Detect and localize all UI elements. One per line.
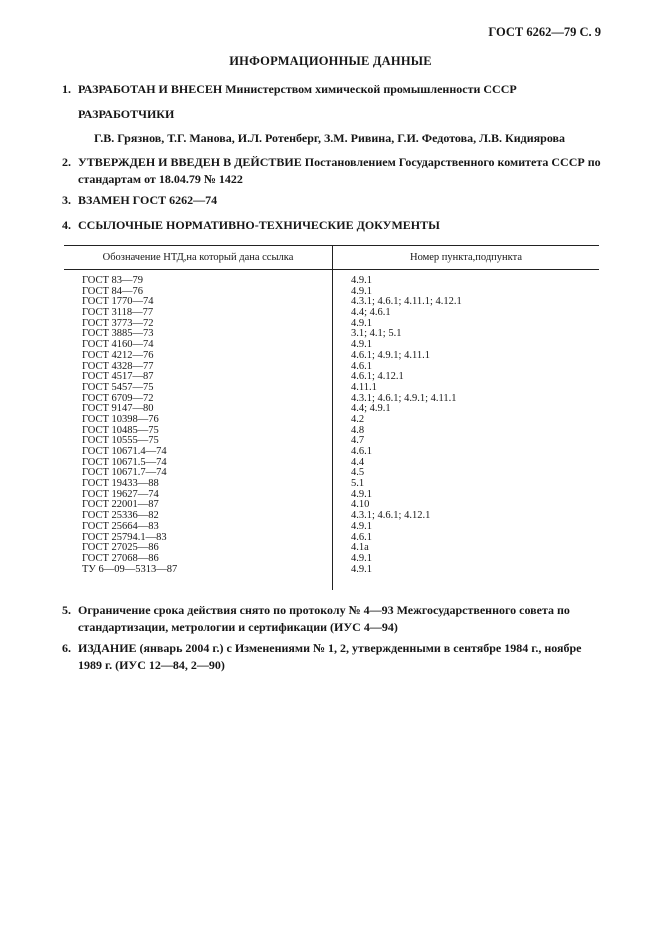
authors-list: Г.В. Грязнов, Т.Г. Манова, И.Л. Ротенберг, З.М. Ривина, Г.И. Федотова, Л.В. Кидиярова — [94, 131, 565, 145]
references-table — [64, 245, 599, 590]
clause-cell: 4.10 — [351, 499, 370, 511]
section-2 — [62, 154, 607, 188]
section-text: ССЫЛОЧНЫЕ НОРМАТИВНО-ТЕХНИЧЕСКИЕ ДОКУМЕНТЫ — [78, 218, 440, 232]
document-cell: ГОСТ 25794.1—83 — [82, 531, 167, 543]
developers-label: РАЗРАБОТЧИКИ — [78, 107, 175, 121]
section-lead: УТВЕРЖДЕН И ВВЕДЕН В ДЕЙСТВИЕ — [78, 155, 302, 169]
page-title: ИНФОРМАЦИОННЫЕ ДАННЫЕ — [229, 54, 432, 68]
document-cell: ГОСТ 10398—76 — [82, 413, 159, 425]
section-lead: РАЗРАБОТАН И ВНЕСЕН — [78, 82, 223, 96]
clause-cell: 4.9.1 — [351, 339, 372, 351]
clause-cell: 4.7 — [351, 435, 365, 447]
document-cell: ГОСТ 10671.4—74 — [82, 446, 167, 457]
column-header-document: Обозначение НТД,на который дана ссылка — [64, 246, 333, 270]
clause-cell: 4.4; 4.9.1 — [351, 403, 391, 415]
clause-cell: 4.8 — [351, 424, 365, 436]
clause-cell: 4.5 — [351, 467, 365, 479]
clause-cell: 4.2 — [351, 413, 365, 425]
clause-cell: 4.9.1 — [351, 488, 372, 500]
column-header-clause: Номер пункта,подпункта — [333, 246, 600, 270]
document-cell: ГОСТ 3118—77 — [82, 307, 154, 319]
document-column — [64, 270, 333, 591]
clause-cell: 4.9.1 — [351, 317, 372, 329]
page-header: ГОСТ 6262—79 С. 9 — [488, 25, 601, 39]
document-cell: ГОСТ 19627—74 — [82, 488, 159, 500]
clause-cell: 4.9.1 — [351, 563, 372, 575]
section-6 — [62, 640, 607, 674]
clause-cell: 4.3.1; 4.6.1; 4.9.1; 4.11.1 — [351, 392, 457, 404]
clause-cell: 3.1; 4.1; 5.1 — [351, 328, 402, 340]
clause-cell: 5.1 — [351, 478, 365, 490]
document-cell: ГОСТ 4160—74 — [82, 339, 154, 351]
document-cell: ГОСТ 10485—75 — [82, 424, 159, 436]
document-cell: ГОСТ 3773—72 — [82, 317, 154, 329]
section-number: 3. — [62, 193, 71, 207]
clause-cell: 4.6.1 — [351, 531, 372, 543]
section-number: 2. — [62, 155, 71, 169]
section-3 — [62, 192, 607, 209]
section-number: 5. — [62, 603, 71, 617]
document-cell: ГОСТ 25664—83 — [82, 520, 159, 532]
section-text: Министерством химической промышленности СССР — [225, 82, 517, 96]
document-cell: ГОСТ 27068—86 — [82, 552, 159, 564]
table-header-row — [64, 246, 599, 270]
document-cell: ГОСТ 10671.7—74 — [82, 467, 167, 479]
document-cell: ГОСТ 27025—86 — [82, 542, 159, 554]
document-cell: ГОСТ 25336—82 — [82, 510, 159, 522]
clause-cell: 4.6.1; 4.12.1 — [351, 371, 404, 383]
section-number: 1. — [62, 82, 71, 96]
section-text: ВЗАМЕН ГОСТ 6262—74 — [78, 193, 218, 207]
section-4 — [62, 217, 607, 234]
section-text: Постановлением Государственного комитета СССР по стандартам от 18.04.79 № 1422 — [78, 155, 601, 186]
document-cell: ГОСТ 4328—77 — [82, 360, 154, 372]
document-cell: ГОСТ 10555—75 — [82, 435, 159, 447]
section-1 — [62, 81, 607, 98]
section-text: Ограничение срока действия снято по протоколу № 4—93 Межгосударственного совета по стандартизации, метрологии и сертификации (ИУС 4—94) — [78, 603, 570, 634]
document-cell: ТУ 6—09—5313—87 — [82, 563, 178, 575]
clause-cell: 4.6.1 — [351, 446, 372, 457]
document-cell: ГОСТ 1770—74 — [82, 296, 154, 308]
document-cell: ГОСТ 10671.5—74 — [82, 456, 167, 468]
clause-cell: 4.9.1 — [351, 275, 372, 286]
clause-cell: 4.1а — [351, 542, 369, 554]
section-5 — [62, 602, 607, 636]
document-cell: ГОСТ 6709—72 — [82, 392, 154, 404]
clause-cell: 4.9.1 — [351, 552, 372, 564]
clause-cell: 4.3.1; 4.6.1; 4.12.1 — [351, 510, 431, 522]
clause-cell: 4.4; 4.6.1 — [351, 307, 391, 319]
document-cell: ГОСТ 9147—80 — [82, 403, 154, 415]
section-text: ИЗДАНИЕ (январь 2004 г.) с Изменениями № 1, 2, утвержденными в сентябре 1984 г., ноябре 1989 г. (ИУС 12—84, 2—90) — [78, 641, 582, 672]
clause-cell: 4.3.1; 4.6.1; 4.11.1; 4.12.1 — [351, 296, 462, 308]
document-cell: ГОСТ 84—76 — [82, 285, 144, 297]
clause-cell: 4.4 — [351, 456, 365, 468]
clause-column — [333, 270, 600, 591]
clause-cell: 4.11.1 — [351, 381, 377, 393]
section-number: 6. — [62, 641, 71, 655]
document-cell: ГОСТ 19433—88 — [82, 478, 159, 490]
document-cell: ГОСТ 5457—75 — [82, 381, 154, 393]
table-body-row — [64, 270, 599, 591]
document-cell: ГОСТ 3885—73 — [82, 328, 154, 340]
clause-cell: 4.6.1 — [351, 360, 372, 372]
clause-cell: 4.9.1 — [351, 520, 372, 532]
clause-cell: 4.6.1; 4.9.1; 4.11.1 — [351, 349, 430, 361]
document-cell: ГОСТ 4212—76 — [82, 349, 154, 361]
document-cell: ГОСТ 4517—87 — [82, 371, 154, 383]
section-number: 4. — [62, 218, 71, 232]
clause-cell: 4.9.1 — [351, 285, 372, 297]
document-cell: ГОСТ 83—79 — [82, 275, 144, 286]
document-cell: ГОСТ 22001—87 — [82, 499, 159, 511]
